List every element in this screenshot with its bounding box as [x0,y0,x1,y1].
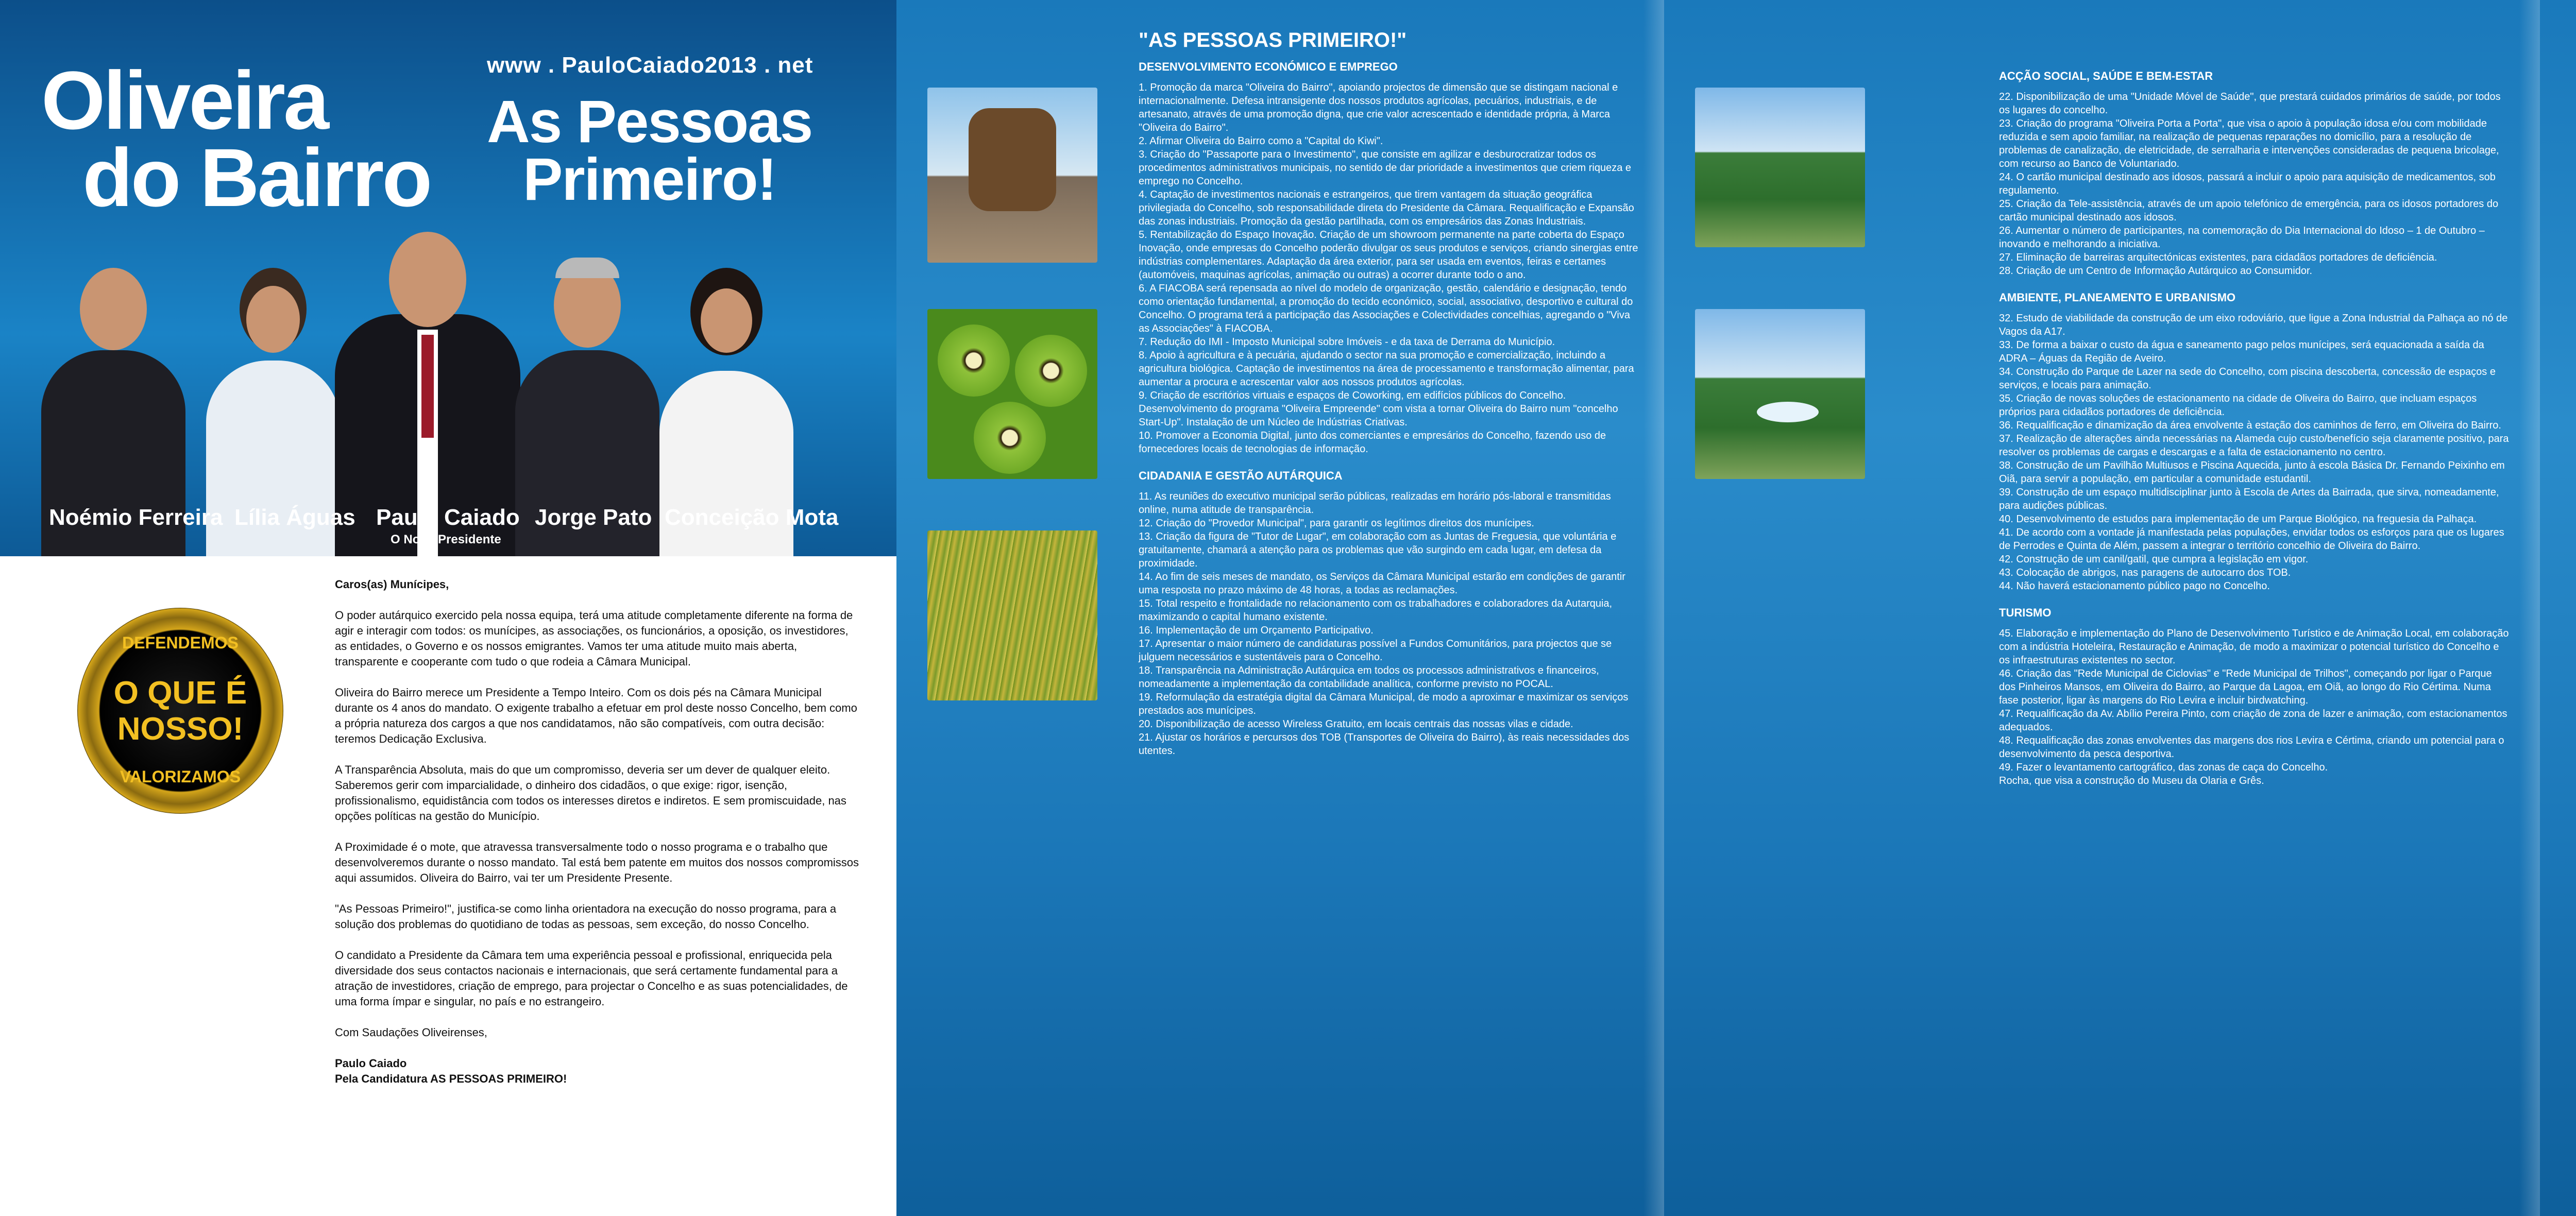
program-page-3 [1664,0,2540,1216]
seal-badge [77,608,283,814]
program-item: 25. Criação da Tele-assistência, através de um apoio telefónico de emergência, para os idosos portadores do cartão municipal destinado aos idosos. [1999,198,2499,223]
program-item: 26. Aumentar o número de participantes, na comemoração do Dia Internacional do Idoso – 1 de Outubro – inovando e melhorando a iniciativa. [1999,225,2485,250]
program-item: 39. Construção de um espaço multidisciplinar junto à Escola de Artes da Bairrada, que sirva, nomeadamente, para audições públicas. [1999,487,2499,511]
program-item: 19. Reformulação da estratégia digital da Câmara Municipal, de modo a aproximar e maximizar os serviços prestados aos munícipes. [1139,692,1629,716]
letter-paragraph: Com Saudações Oliveirenses, [335,1026,487,1039]
program-item: 47. Requalificação da Av. Abílio Pereira Pinto, com criação de zona de lazer e animação, com estacionamentos adequados. [1999,708,2507,733]
program-item: 10. Promover a Economia Digital, junto dos comerciantes e empresários do Concelho, fazendo uso de fornecedores locais de tecnologias de informação. [1139,430,1606,455]
program-item: 20. Disponibilização de acesso Wireless Gratuito, em locais centrais das nossas vilas e cidade. [1139,718,1573,730]
program-item: 33. De forma a baixar o custo da água e saneamento pago pelos munícipes, será equacionada a saída da ADRA – Águas da Região de Aveiro. [1999,339,2484,364]
logo-line1: Oliveira [41,54,328,146]
program-item: 48. Requalificação das zonas envolventes das margens dos rios Levira e Cértima, criando um potencial para o desenvolvimento da pesca desportiva. [1999,735,2504,760]
website-url: www . PauloCaiado2013 . net [487,53,814,78]
program-item: 27. Eliminação de barreiras arquitectónicas existentes, para cidadãos portadores de deficiência. [1999,252,2437,263]
cover-banner [0,0,896,556]
candidate-name: Lília Águas [234,505,355,530]
candidate-name: Jorge Pato [535,505,652,530]
program-item: 22. Disponibilização de uma "Unidade Móvel de Saúde", que prestará cuidados primários de saúde, por todos os lugares do concelho. [1999,91,2501,116]
letter-signature: Paulo Caiado [335,1057,407,1070]
program-item: 28. Criação de um Centro de Informação Autárquico ao Consumidor. [1999,265,2313,277]
letter-paragraph: O poder autárquico exercido pela nossa equipa, terá uma atitude completamente diferente na forma de agir e interagir com todos: os munícipes, as associações, os funcionários, a oposição, os investidores, as entidades, o Governo e os nossos emigrantes. Vamos ter uma atitude muito mais aberta, transparente e cooperante com tudo o que rodeia a Câmara Municipal. [335,609,853,668]
photo-fountain-garden [1695,309,1865,479]
section-heading: DESENVOLVIMENTO ECONÓMICO E EMPREGO [1139,60,1398,73]
candidate-subtitle: O Novo Presidente [391,533,501,546]
letter-paragraph: A Proximidade é o mote, que atravessa transversalmente todo o nosso programa e o trabalho que desenvolveremos durante o nosso mandato. Tal está bem patente em muitos dos nossos compromissos aqui assumidos. Oliveira do Bairro, vai ter um Presidente Presente. [335,841,859,884]
program-item: 1. Promoção da marca "Oliveira do Bairro", apoiando projectos de dimensão que se distingam nacional e internacionalmente. Defesa intransigente dos nossos produtos agrícolas, pecuários, industriais, e de artesanato, através de uma promoção digna, que crie valor acrescentado e identidade própria, à Marca "Oliveira do Bairro". [1139,82,1618,133]
program-item: 24. O cartão municipal destinado aos idosos, passará a incluir o apoio para aquisição de medicamentos, sob regulamento. [1999,172,2496,196]
program-item: 18. Transparência na Administração Autárquica em todos os processos administrativos e financeiros, nomeadamente a implementação da contabilidade analítica, conforme previsto no POCAL. [1139,665,1599,690]
program-item: 23. Criação do programa "Oliveira Porta a Porta", que visa o apoio à população idosa e/ou com mobilidade reduzida e sem apoio familiar, na realização de pequenas reparações no domicílio, para a resolução de problemas de canalização, de eletricidade, de serralharia e intervenções consideradas de pequena bricolage, com recurso ao Banco de Voluntariado. [1999,118,2499,169]
logo-line2: do Bairro [82,131,431,224]
slogan-line2: Primeiro! [523,146,776,213]
slogan-line1: As Pessoas [487,88,812,155]
letter-paragraph: Oliveira do Bairro merece um Presidente a Tempo Inteiro. Com os dois pés na Câmara Municipal durante os 4 anos do mandato. O exigente trabalho a efetuar em prol deste nosso Concelho, bem como a própria natureza dos cargos a que nos candidatamos, não são compatíveis, com outra decisão: teremos Dedicação Exclusiva. [335,686,857,745]
program-item: 43. Colocação de abrigos, nas paragens de autocarro dos TOB. [1999,567,2291,578]
program-item: 16. Implementação de um Orçamento Participativo. [1139,625,1374,636]
section-heading: AMBIENTE, PLANEAMENTO E URBANISMO [1999,291,2236,304]
letter-greeting: Caros(as) Munícipes, [335,578,449,591]
program-item: 17. Apresentar o maior número de candidaturas possível a Fundos Comunitários, para projectos que se julguem necessários e sustentáveis para o Concelho. [1139,638,1612,663]
program-page-2 [896,0,1664,1216]
program-item: 11. As reuniões do executivo municipal serão públicas, realizadas em horário pós-laboral e transmitidas online, numa atitude de transparência. [1139,491,1611,516]
seal-bottom-text: VALORIZAMOS [120,767,241,786]
seal-middle-text: O QUE É [113,675,247,711]
program-item: 7. Redução do IMI - Imposto Municipal sobre Imóveis - e da taxa de Derrama do Município. [1139,336,1555,348]
program-item: 45. Elaboração e implementação do Plano de Desenvolvimento Turístico e de Animação Local, em colaboração com a indústria Hoteleira, Restauração e Animação, de modo a maximizar o potencial turístico do Concelho e os infraestruturas existentes no sector. [1999,628,2509,666]
program-item: 2. Afirmar Oliveira do Bairro como a "Capital do Kiwi". [1139,135,1383,147]
program-item: 3. Criação do "Passaporte para o Investimento", que consiste em agilizar e desburocratizar todos os procedimentos administrativos municipais, no sentido de dar prioridade a investimentos que criem riqueza e emprego no Concelho. [1139,149,1632,187]
candidate-name: Noémio Ferreira [49,505,223,530]
program-item: 5. Rentabilização do Espaço Inovação. Criação de um showroom permanente na parte coberta do Espaço Inovação, onde empresas do Concelho poderão divulgar os seus produtos e serviços, criando sinergias entre indústrias complementares. Adaptação da área exterior, para ser usada em eventos, feiras e certames (automóveis, maquinas agrícolas, animação ou outras) a ocorrer durante todo o ano. [1139,229,1638,281]
slogan [487,88,812,213]
photo-park-lake [1695,88,1865,247]
letter-paragraph: A Transparência Absoluta, mais do que um compromisso, deveria ser um dever de qualquer eleito. Saberemos gerir com imparcialidade, o dinheiro dos cidadãos, o que exige: rigor, isenção, profissionalismo, equidistância com todos os interesses diretos e indiretos. E sem promiscuidade, nas opções políticas na gestão do Município. [335,763,846,823]
program-item: 40. Desenvolvimento de estudos para implementação de um Parque Biológico, na freguesia da Palhaça. [1999,513,2477,525]
seal-top-text: DEFENDEMOS [122,633,239,652]
program-item: 42. Construção de um canil/gatil, que cumpra a legislação em vigor. [1999,554,2309,565]
cover-page [0,0,896,1216]
program-title: "AS PESSOAS PRIMEIRO!" [1139,29,1407,52]
candidate-letter [335,577,860,1087]
section-heading: TURISMO [1999,606,2052,619]
candidate-names [0,505,896,551]
letter-paragraph: O candidato a Presidente da Câmara tem uma experiência pessoal e profissional, enriquecida pela diversidade dos seus contactos nacionais e internacionais, que será certamente fundamental para a atração de investidores, criação de emprego, para projectar o Concelho e as suas potencialidades, de uma forma ímpar e singular, no país e no estrangeiro. [335,949,848,1008]
program-item: 37. Realização de alterações ainda necessárias na Alameda cujo custo/benefício seja claramente positivo, para resolver os problemas de cargas e descargas e a falta de estacionamento no centro. [1999,433,2509,458]
program-item: 36. Requalificação e dinamização da área envolvente à estação dos caminhos de ferro, em Oliveira do Bairro. [1999,420,2501,431]
program-item: 34. Construção do Parque de Lazer na sede do Concelho, com piscina descoberta, concessão de espaços e serviços, e locais para animação. [1999,366,2496,391]
program-column-2 [1999,70,2509,787]
section-heading: ACÇÃO SOCIAL, SAÚDE E BEM-ESTAR [1999,70,2213,82]
candidate-name: Paulo Caiado [376,505,520,530]
section-heading: CIDADANIA E GESTÃO AUTÁRQUICA [1139,469,1343,482]
program-item: 38. Construção de um Pavilhão Multiusos e Piscina Aquecida, junto à escola Básica Dr. Fernando Peixinho em Oiã, para servir a população, em particular a comunidade estudantil. [1999,460,2505,485]
program-column-1 [1139,29,1638,758]
program-item: 35. Criação de novas soluções de estacionamento na cidade de Oliveira do Bairro, que incluam espaços próprios para cidadãos portadores de deficiência. [1999,393,2477,418]
program-item: 4. Captação de investimentos nacionais e estrangeiros, que tirem vantagem da situação geográfica privilegiada do Concelho, sob responsabilidade direta do Presidente da Câmara. Requalificação e Expansão das zonas industriais. Promoção da gestão partilhada, com os empresários das Zonas Industriais. [1139,189,1634,227]
program-item: 8. Apoio à agricultura e à pecuária, ajudando o sector na sua promoção e comercialização, incluindo a agricultura biológica. Captação de investimentos na área de processamento e transformação alimentar, para aumentar a procura e acrescentar valor aos nossos produtos agrícolas. [1139,350,1634,388]
photo-barrel-monument [927,88,1097,263]
program-item: 9. Criação de escritórios virtuais e espaços de Coworking, em edifícios públicos do Concelho. Desenvolvimento do programa "Oliveira Empreende" com vista a tornar Oliveira do Bairro num "concelho Start-Up". Instalação de um Núcleo de Indústrias Criativas. [1139,390,1618,428]
seal-middle-text-2: NOSSO! [117,711,244,747]
program-item: 46. Criação das "Rede Municipal de Ciclovias" e "Rede Municipal de Trilhos", começando por ligar o Parque dos Pinheiros Mansos, em Oliveira do Bairro, ao Parque da Lagoa, em Oiã, ao longo do Rio Cértima. Numa fase posterior, ligar às margens do Rio Levira e incluir birdwatching. [1999,668,2492,706]
program-item: 14. Ao fim de seis meses de mandato, os Serviços da Câmara Municipal estarão em condições de garantir uma resposta no prazo máximo de 48 horas, a todas as reclamações. [1139,571,1625,596]
program-item: 41. De acordo com a vontade já manifestada pelas populações, envidar todos os esforços para que os lugares de Perrodes e Quinta de Além, passem a integrar o território concelhio de Oliveira do Bairro. [1999,527,2504,552]
letter-signature-title: Pela Candidatura AS PESSOAS PRIMEIRO! [335,1072,567,1085]
program-item: 12. Criação do "Provedor Municipal", para garantir os legítimos direitos dos munícipes. [1139,518,1534,529]
program-item: 6. A FIACOBA será repensada ao nível do modelo de organização, gestão, calendário e designação, tendo como orientação fundamental, a promoção do tecido económico, social, associativo, desportivo e cultural do Concelho. O programa terá a participação das Associações e Colectividades concelhias, agregando o "Viva as Associações" à FIACOBA. [1139,283,1633,334]
letter-paragraph: "As Pessoas Primeiro!", justifica-se como linha orientadora na execução do nosso programa, para a solução dos problemas do quotidiano de todas as pessoas, sem exceção, do nosso Concelho. [335,902,837,931]
program-item: 32. Estudo de viabilidade da construção de um eixo rodoviário, que ligue a Zona Industrial da Palhaça ao nó de Vagos da A17. [1999,313,2508,337]
candidate-name: Conceição Mota [665,505,839,530]
program-item: 13. Criação da figura de "Tutor de Lugar", em colaboração com as Juntas de Freguesia, que voluntária e gratuitamente, chamará a atenção para os problemas que vão surgindo em cada lugar, em defesa da proximidade. [1139,531,1617,569]
candidate-photo-3 [330,201,526,556]
program-item: 15. Total respeito e frontalidade no relacionamento com os trabalhadores e colaboradores da Autarquia, maximizando o capital humano existente. [1139,598,1613,623]
program-item: 44. Não haverá estacionamento público pago no Concelho. [1999,580,2270,592]
logo [41,54,431,224]
program-page-4 [2540,0,2576,1216]
program-item: 49. Fazer o levantamento cartográfico, das zonas de caça do Concelho. [1999,762,2328,773]
program-item: Rocha, que visa a construção do Museu da Olaria e Grês. [1999,775,2264,786]
photo-rice-field [927,530,1097,700]
photo-kiwi-slices [927,309,1097,479]
program-item: 21. Ajustar os horários e percursos dos TOB (Transportes de Oliveira do Bairro), às reais necessidades dos utentes. [1139,732,1630,757]
